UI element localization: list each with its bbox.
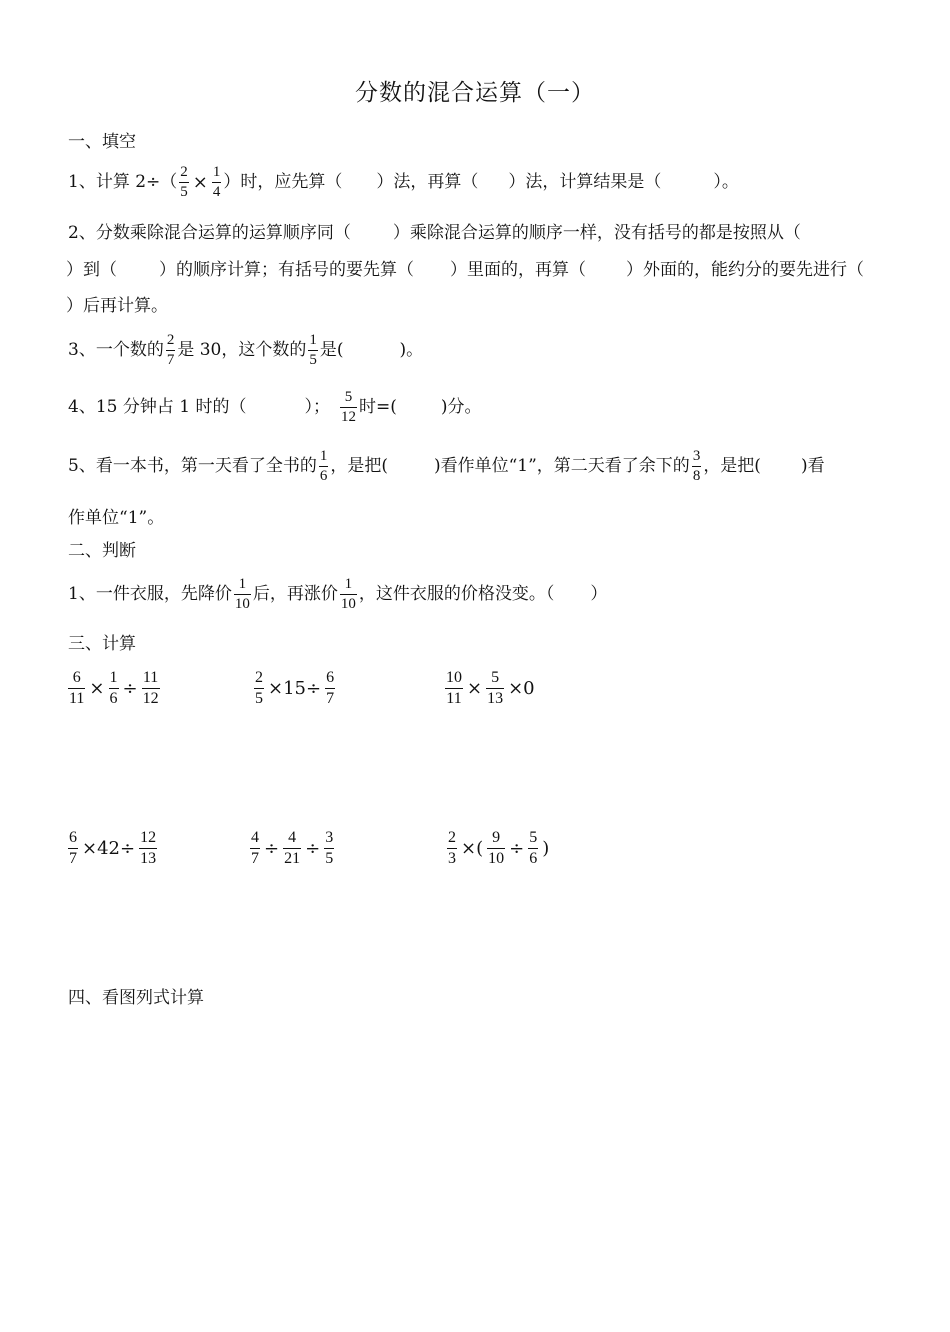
q4-text: ）； xyxy=(304,397,330,417)
q3-text: )。 xyxy=(399,340,424,360)
q1-text: ）。 xyxy=(713,172,739,192)
q5-text: )看作单位“1”，第二天看了余下的 xyxy=(433,456,690,476)
operator: ÷ xyxy=(509,837,525,859)
fraction: $\frac{4}{7}$ xyxy=(251,829,259,867)
section-fill-heading: 一、填空 xyxy=(68,132,136,152)
q5-text: ，是把( xyxy=(330,456,388,476)
q1-text: ）时，应先算（ xyxy=(223,172,343,192)
fraction: $\frac{5}{12}$ xyxy=(340,389,356,425)
fraction: $\frac{4}{21}$ xyxy=(284,829,301,867)
fraction: $\frac{5}{13}$ xyxy=(487,669,504,707)
judge-text: ） xyxy=(590,584,608,604)
q5-text: )看 xyxy=(800,456,825,476)
calc-expression-5 xyxy=(248,830,336,867)
q1-prefix: 1、计算 2÷（ xyxy=(68,172,178,192)
operator: ÷ xyxy=(305,837,321,859)
fraction: $\frac{2}{7}$ xyxy=(166,332,175,368)
question-1-2-line3 xyxy=(66,298,168,315)
q3-text: 3、一个数的 xyxy=(68,340,164,360)
judge-text: 1、一件衣服，先降价 xyxy=(68,584,232,604)
operator: ) xyxy=(542,837,550,859)
q4-text: )分。 xyxy=(440,397,482,417)
fraction: $\frac{1}{5}$ xyxy=(309,332,317,368)
fraction: $\frac{3}{8}$ xyxy=(692,448,701,484)
fraction: $\frac{6}{7}$ xyxy=(69,829,77,867)
fraction: $\frac{6}{11}$ xyxy=(69,669,85,707)
fraction: $\frac{6}{7}$ xyxy=(326,669,335,707)
fraction: $\frac{3}{5}$ xyxy=(325,829,334,867)
fraction: $\frac{10}{11}$ xyxy=(446,669,462,707)
fraction: $\frac{2}{5}$ xyxy=(255,669,263,707)
operator: × xyxy=(89,677,105,699)
question-1-4 xyxy=(68,390,482,425)
question-1-2-line2 xyxy=(66,262,864,279)
calc-expression-6 xyxy=(445,830,551,867)
fraction: $\frac{2}{3}$ xyxy=(448,829,456,867)
operator: × xyxy=(467,677,483,699)
q2-text: ）的顺序计算；有括号的要先算（ xyxy=(159,260,414,280)
q2-text: ）到（ xyxy=(66,260,117,280)
judge-text: 后，再涨价 xyxy=(252,584,338,604)
section-judge-heading: 二、判断 xyxy=(68,541,136,561)
operator: ×15÷ xyxy=(268,677,322,699)
fraction: $\frac{1}{10}$ xyxy=(234,576,250,612)
question-2-1 xyxy=(68,577,607,612)
fraction: $\frac{1}{6}$ xyxy=(319,448,328,484)
fraction: $\frac{9}{10}$ xyxy=(488,829,505,867)
q3-text: 是 30，这个数的 xyxy=(177,340,307,360)
q2-text: 2、分数乘除混合运算的运算顺序同（ xyxy=(68,223,351,243)
q4-text: 4、15 分钟占 1 时的（ xyxy=(68,397,247,417)
fraction: $\frac{11}{12}$ xyxy=(142,669,159,707)
calc-expression-3 xyxy=(443,670,537,707)
q3-text: 是( xyxy=(319,340,344,360)
fraction: $\frac{5}{6}$ xyxy=(529,829,538,867)
q2-text: ）后再计算。 xyxy=(66,296,168,316)
operator: ×0 xyxy=(508,677,535,699)
fraction: $\frac{1}{4}$ xyxy=(212,164,221,200)
q5-text: 5、看一本书，第一天看了全书的 xyxy=(68,456,317,476)
q5-text: ，是把( xyxy=(703,456,761,476)
calc-expression-1 xyxy=(66,670,162,707)
q2-text: ）乘除混合运算的顺序一样，没有括号的都是按照从（ xyxy=(392,223,801,243)
operator: ÷ xyxy=(264,837,280,859)
fraction: $\frac{1}{6}$ xyxy=(109,669,118,707)
calc-expression-2 xyxy=(252,670,337,707)
section-figure-heading: 四、看图列式计算 xyxy=(68,988,204,1008)
fraction: $\frac{12}{13}$ xyxy=(140,829,157,867)
question-1-1 xyxy=(68,165,739,200)
question-1-5-line2: 作单位“1”。 xyxy=(68,508,165,528)
calc-expression-4 xyxy=(66,830,159,867)
section-calc-heading: 三、计算 xyxy=(68,634,136,654)
q1-text: ）法，计算结果是（ xyxy=(508,172,662,192)
operator: ×42÷ xyxy=(82,837,136,859)
operator: ÷ xyxy=(122,677,138,699)
q1-text: ）法，再算（ xyxy=(376,172,479,192)
q4-text: 时=( xyxy=(358,397,397,417)
question-1-2-line1 xyxy=(68,225,801,242)
question-1-5 xyxy=(68,449,825,484)
fraction: $\frac{2}{5}$ xyxy=(180,164,188,200)
q2-text: ）里面的，再算（ xyxy=(450,260,586,280)
page-title: 分数的混合运算（一） xyxy=(355,80,595,106)
fraction: $\frac{1}{10}$ xyxy=(340,576,356,612)
q2-text: ）外面的，能约分的要先进行（ xyxy=(626,260,864,280)
times-sign: × xyxy=(192,171,208,193)
operator: ×( xyxy=(461,837,484,859)
question-1-3 xyxy=(68,333,423,368)
judge-text: ，这件衣服的价格没变。（ xyxy=(358,584,555,604)
